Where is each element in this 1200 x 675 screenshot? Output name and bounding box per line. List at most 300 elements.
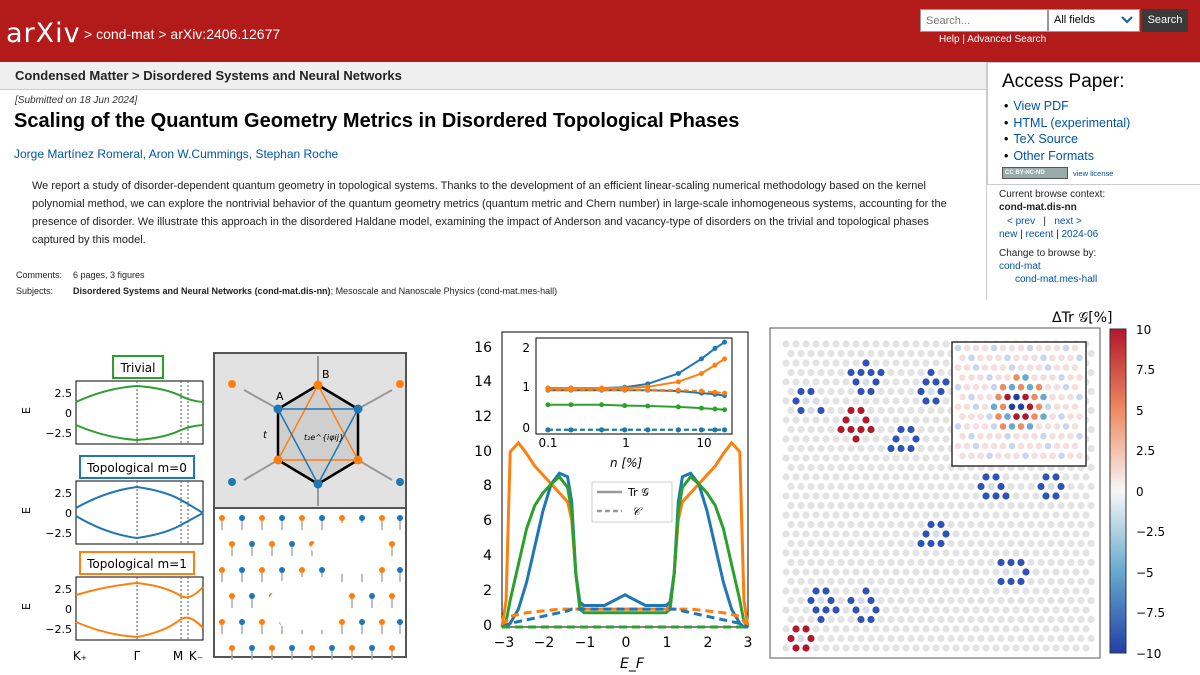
month-link[interactable]: 2024-06 (1061, 229, 1099, 240)
heatmap-cell (837, 597, 844, 604)
heatmap-cell (782, 549, 789, 556)
heatmap-cell (982, 549, 989, 556)
heatmap-cell (877, 350, 884, 357)
heatmap-cell (842, 530, 849, 537)
heatmap-cell (842, 568, 849, 575)
heatmap-cell (842, 644, 849, 651)
heatmap-cell (927, 502, 934, 509)
breadcrumb-category-link[interactable]: cond-mat (96, 26, 155, 42)
heatmap-inset-cell (1022, 394, 1029, 401)
heatmap-inset-cell (1063, 345, 1070, 352)
band-ytick: 0 (65, 507, 72, 520)
heatmap-inset-cell (955, 364, 962, 371)
search-input[interactable] (920, 9, 1048, 32)
heatmap-cell (902, 511, 909, 518)
heatmap-cell (787, 502, 794, 509)
heatmap-cell (847, 616, 854, 623)
heatmap-cell (932, 644, 939, 651)
heatmap-cell (1087, 369, 1094, 376)
heatmap-inset-cell (968, 433, 975, 440)
heatmap-cell (902, 587, 909, 594)
heatmap-inset-cell (1027, 404, 1034, 411)
search-field-select[interactable] (1048, 9, 1140, 32)
inset-point (699, 389, 704, 394)
heatmap-cell (872, 644, 879, 651)
heatmap-cell (942, 606, 949, 613)
heatmap-inset-cell (968, 413, 975, 420)
heatmap-cell (792, 435, 799, 442)
heatmap-cell (972, 492, 979, 499)
next-link[interactable]: next > (1054, 216, 1082, 227)
comments-label: Comments: (16, 270, 63, 280)
search-button[interactable]: Search (1142, 9, 1188, 32)
heatmap-cell (832, 435, 839, 442)
inset-xtick: 10 (696, 436, 712, 450)
heatmap-cell (807, 426, 814, 433)
heatmap-cell (1087, 616, 1094, 623)
heatmap-cell (1072, 587, 1079, 594)
heatmap-cell (787, 540, 794, 547)
heatmap-cell (962, 644, 969, 651)
heatmap-cell (937, 559, 944, 566)
heatmap-cell (862, 359, 869, 366)
lattice-site (319, 515, 325, 521)
heatmap-cell (1027, 521, 1034, 528)
heatmap-cell (877, 369, 884, 376)
heatmap-cell (782, 644, 789, 651)
heatmap-inset-cell (1076, 374, 1083, 381)
heatmap-cell (802, 587, 809, 594)
heatmap-inset-cell (1045, 345, 1052, 352)
heatmap-cell (1022, 606, 1029, 613)
heatmap-cell (1082, 511, 1089, 518)
heatmap-cell (907, 540, 914, 547)
author-link[interactable]: Jorge Martínez Romeral (14, 147, 143, 161)
heatmap-cell (907, 521, 914, 528)
lattice-site (239, 567, 245, 573)
heatmap-inset-cell (1076, 394, 1083, 401)
heatmap-inset-cell (1000, 443, 1007, 450)
heatmap-cell (867, 350, 874, 357)
heatmap-cell (822, 511, 829, 518)
heatmap-inset-cell (1031, 453, 1038, 460)
heatmap-cell (837, 445, 844, 452)
heatmap-cell (1067, 559, 1074, 566)
heatmap-cell (942, 587, 949, 594)
heatmap-inset-cell (1031, 433, 1038, 440)
band-ylabel: E (20, 407, 33, 414)
heatmap-cell (972, 530, 979, 537)
heatmap-cell (837, 635, 844, 642)
heatmap-cell (1037, 483, 1044, 490)
heatmap-cell (887, 426, 894, 433)
heatmap-cell (997, 616, 1004, 623)
heatmap-cell (1012, 625, 1019, 632)
colorbar-tick: 5 (1136, 404, 1144, 418)
heatmap-cell (1022, 511, 1029, 518)
heatmap-cell (952, 644, 959, 651)
heatmap-cell (1077, 521, 1084, 528)
heatmap-cell (922, 435, 929, 442)
browse-context-value: cond-mat.dis-nn (999, 202, 1077, 213)
heatmap-cell (857, 369, 864, 376)
heatmap-cell (1047, 635, 1054, 642)
heatmap-cell (787, 388, 794, 395)
heatmap-inset-cell (1076, 433, 1083, 440)
heatmap-cell (1052, 473, 1059, 480)
heatmap-cell (1017, 483, 1024, 490)
inset-point (722, 391, 727, 396)
heatmap-cell (997, 502, 1004, 509)
heatmap-inset-cell (977, 394, 984, 401)
heatmap-cell (892, 454, 899, 461)
browse-context-label: Current browse context: (999, 189, 1106, 200)
lattice-site (369, 593, 375, 599)
heatmap-cell (832, 511, 839, 518)
heatmap-cell (937, 502, 944, 509)
heatmap-cell (827, 635, 834, 642)
heatmap-cell (1087, 559, 1094, 566)
heatmap-cell (802, 454, 809, 461)
heatmap-cell (1062, 587, 1069, 594)
access-links (1004, 98, 1130, 164)
heatmap-cell (787, 407, 794, 414)
heatmap-cell (922, 587, 929, 594)
heatmap-inset-cell (1049, 374, 1056, 381)
inset-point (569, 427, 574, 432)
heatmap-cell (927, 426, 934, 433)
heatmap-cell (1017, 616, 1024, 623)
heatmap-cell (877, 407, 884, 414)
bullet-icon: • (1004, 148, 1009, 163)
heatmap-cell (882, 549, 889, 556)
heatmap-inset-cell (1054, 364, 1061, 371)
heatmap-cell (782, 397, 789, 404)
heatmap-cell (862, 473, 869, 480)
heatmap-cell (872, 473, 879, 480)
heatmap-inset-cell (1009, 364, 1016, 371)
heatmap-cell (807, 483, 814, 490)
view-license-link[interactable]: view license (1073, 168, 1114, 178)
heatmap-cell (1037, 578, 1044, 585)
heatmap-cell (947, 597, 954, 604)
heatmap-cell (962, 530, 969, 537)
breadcrumb (84, 26, 280, 42)
heatmap-cell (1002, 492, 1009, 499)
heatmap-inset-cell (1045, 404, 1052, 411)
html-link[interactable]: HTML (experimental) (1013, 115, 1131, 130)
heatmap-cell (807, 521, 814, 528)
heatmap-cell (987, 483, 994, 490)
inset-point (569, 387, 574, 392)
heatmap-cell (852, 416, 859, 423)
heatmap-inset-cell (1067, 394, 1074, 401)
heatmap-cell (787, 559, 794, 566)
heatmap-cell (867, 578, 874, 585)
heatmap-cell (987, 559, 994, 566)
heatmap-cell (897, 502, 904, 509)
search-field-value: All fields (1054, 14, 1095, 26)
heatmap-inset-cell (1063, 404, 1070, 411)
heatmap-cell (907, 578, 914, 585)
heatmap-cell (822, 492, 829, 499)
heatmap-cell (912, 625, 919, 632)
browse-alt-mes-hall[interactable]: cond-mat.mes-hall (1015, 274, 1098, 285)
heatmap-inset-cell (1076, 355, 1083, 362)
heatmap-cell (1082, 587, 1089, 594)
heatmap-cell (847, 578, 854, 585)
arxiv-logo[interactable]: arXiv (6, 18, 81, 49)
inset-point (676, 388, 681, 393)
heatmap-cell (1077, 597, 1084, 604)
heatmap-cell (802, 568, 809, 575)
colorbar-tick: −5 (1136, 566, 1154, 580)
colorbar-tick: −2.5 (1136, 525, 1166, 539)
inset-ytick: 0 (522, 421, 530, 435)
heatmap-cell (847, 597, 854, 604)
heatmap-cell (927, 635, 934, 642)
heatmap-cell (847, 540, 854, 547)
heatmap-cell (812, 549, 819, 556)
heatmap-cell (927, 540, 934, 547)
heatmap-cell (1042, 530, 1049, 537)
heatmap-cell (922, 378, 929, 385)
heatmap-cell (907, 559, 914, 566)
heatmap-inset-cell (973, 384, 980, 391)
inset-point (699, 356, 704, 361)
view-pdf-link[interactable]: View PDF (1013, 99, 1069, 113)
heatmap-cell (837, 350, 844, 357)
inset-ytick: 2 (522, 341, 530, 355)
heatmap-cell (1087, 635, 1094, 642)
lattice-site (229, 541, 235, 547)
heatmap-cell (1062, 625, 1069, 632)
heatmap-cell (1002, 568, 1009, 575)
heatmap-cell (842, 378, 849, 385)
heatmap-cell (1042, 511, 1049, 518)
heatmap-cell (787, 578, 794, 585)
heatmap-cell (882, 625, 889, 632)
heatmap-cell (1067, 483, 1074, 490)
heatmap-cell (862, 435, 869, 442)
heatmap-cell (1027, 616, 1034, 623)
heatmap-cell (802, 530, 809, 537)
recent-link[interactable]: recent (1025, 229, 1054, 240)
heatmap-inset-cell (968, 374, 975, 381)
heatmap-cell (832, 549, 839, 556)
inset-point (545, 402, 550, 407)
heatmap-inset-cell (1067, 413, 1074, 420)
heatmap-cell (987, 616, 994, 623)
legend-solid-label: Tr 𝒢 (628, 486, 649, 499)
heatmap-cell (842, 511, 849, 518)
heatmap-cell (872, 359, 879, 366)
heatmap-cell (957, 540, 964, 547)
band-xtick: K₋ (188, 649, 204, 663)
heatmap-inset-cell (1000, 364, 1007, 371)
heatmap-cell (892, 587, 899, 594)
heatmap-cell (1007, 521, 1014, 528)
heatmap-cell (972, 587, 979, 594)
heatmap-cell (927, 597, 934, 604)
heatmap-cell (867, 445, 874, 452)
heatmap-cell (862, 340, 869, 347)
lattice-site (299, 567, 305, 573)
heatmap-cell (1087, 445, 1094, 452)
heatmap-cell (1057, 521, 1064, 528)
heatmap-cell (922, 530, 929, 537)
heatmap-cell (1082, 492, 1089, 499)
heatmap-cell (917, 388, 924, 395)
heatmap-cell (912, 606, 919, 613)
heatmap-inset-cell (1063, 423, 1070, 430)
heatmap-cell (957, 578, 964, 585)
heatmap-inset-cell (1036, 345, 1043, 352)
heatmap-cell (947, 502, 954, 509)
heatmap-cell (887, 388, 894, 395)
heatmap-inset-cell (1063, 443, 1070, 450)
heatmap-cell (922, 473, 929, 480)
other-formats-link[interactable]: Other Formats (1013, 148, 1094, 163)
prev-link[interactable]: < prev (1007, 216, 1036, 227)
heatmap-inset-cell (991, 404, 998, 411)
advanced-search-link[interactable]: Advanced Search (967, 34, 1047, 45)
heatmap-cell (1047, 578, 1054, 585)
heatmap-cell (917, 407, 924, 414)
heatmap-cell (852, 511, 859, 518)
heatmap-cell (1012, 530, 1019, 537)
heatmap-cell (852, 606, 859, 613)
colorbar-tick: −10 (1136, 647, 1162, 661)
heatmap-cell (817, 578, 824, 585)
heatmap-cell (1027, 635, 1034, 642)
lattice-site (239, 619, 245, 625)
author-link[interactable]: Aron W.Cummings (148, 147, 249, 161)
heatmap-cell (957, 521, 964, 528)
help-link[interactable]: Help (939, 34, 960, 45)
heatmap-cell (1067, 578, 1074, 585)
heatmap-cell (1087, 407, 1094, 414)
heatmap-cell (1037, 502, 1044, 509)
colorbar-tick: −7.5 (1136, 606, 1166, 620)
heatmap-cell (842, 549, 849, 556)
heatmap-cell (942, 435, 949, 442)
subject-heading: Condensed Matter > Disordered Systems and Neural Networks (15, 68, 402, 83)
heatmap-cell (977, 597, 984, 604)
tex-source-link[interactable]: TeX Source (1013, 132, 1079, 146)
heatmap-cell (1047, 502, 1054, 509)
heatmap-cell (912, 416, 919, 423)
browse-alt-cond-mat[interactable]: cond-mat (999, 261, 1041, 272)
license-badge[interactable]: CC BY-NC-ND (1002, 167, 1068, 179)
heatmap-cell (922, 416, 929, 423)
heatmap-cell (847, 369, 854, 376)
heatmap-inset-cell (982, 384, 989, 391)
heatmap-cell (897, 597, 904, 604)
heatmap-cell (877, 502, 884, 509)
heatmap-cell (942, 454, 949, 461)
heatmap-cell (1087, 578, 1094, 585)
heatmap-cell (1087, 597, 1094, 604)
heatmap-cell (892, 549, 899, 556)
heatmap-cell (857, 502, 864, 509)
bullet-icon: • (1004, 99, 1009, 113)
colorbar-tick: 7.5 (1136, 363, 1156, 377)
heatmap-cell (1012, 587, 1019, 594)
heatmap-cell (852, 435, 859, 442)
subject-bar (0, 62, 986, 90)
paper-title: Scaling of the Quantum Geometry Metrics in Disordered Topological Phases (14, 110, 740, 132)
heatmap-cell (902, 530, 909, 537)
access-paper-title: Access Paper: (1002, 71, 1125, 92)
heatmap-inset-cell (1058, 413, 1065, 420)
heatmap-inset-cell (982, 443, 989, 450)
heatmap-cell (1067, 502, 1074, 509)
topo1-label: Topological m=1 (87, 557, 187, 571)
heatmap-inset-cell (1027, 423, 1034, 430)
heatmap-cell (867, 597, 874, 604)
heatmap-cell (887, 464, 894, 471)
heatmap-cell (1017, 540, 1024, 547)
new-link[interactable]: new (999, 229, 1018, 240)
lattice-site (397, 619, 403, 625)
heatmap-cell (932, 397, 939, 404)
heatmap-cell (957, 502, 964, 509)
heatmap-cell (877, 578, 884, 585)
heatmap-cell (962, 511, 969, 518)
heatmap-cell (857, 540, 864, 547)
heatmap-inset-cell (1013, 453, 1020, 460)
heatmap-cell (837, 369, 844, 376)
heatmap-cell (972, 511, 979, 518)
heatmap-cell (917, 521, 924, 528)
author-link[interactable]: Stephan Roche (255, 147, 339, 161)
heatmap-inset-cell (986, 433, 993, 440)
heatmap-cell (792, 359, 799, 366)
heatmap-cell (977, 483, 984, 490)
inset-point (599, 402, 604, 407)
heatmap-cell (1072, 568, 1079, 575)
heatmap-cell (1047, 483, 1054, 490)
inset-point (722, 427, 727, 432)
heatmap-cell (877, 483, 884, 490)
author-separator: , (248, 147, 253, 161)
lattice-site (299, 515, 305, 521)
heatmap-cell (812, 454, 819, 461)
heatmap-inset-cell (1004, 394, 1011, 401)
trg-xtick: 1 (662, 635, 672, 651)
heatmap-cell (862, 378, 869, 385)
heatmap-cell (917, 616, 924, 623)
heatmap-inset-cell (1027, 364, 1034, 371)
heatmap-cell (982, 644, 989, 651)
heatmap-cell (852, 587, 859, 594)
heatmap-cell (807, 407, 814, 414)
heatmap-cell (992, 606, 999, 613)
heatmap-inset-cell (991, 423, 998, 430)
heatmap-inset-cell (1040, 374, 1047, 381)
heatmap-cell (1087, 464, 1094, 471)
heatmap-cell (962, 492, 969, 499)
heatmap-cell (1057, 540, 1064, 547)
heatmap-cell (872, 397, 879, 404)
heatmap-cell (887, 578, 894, 585)
heatmap-cell (1022, 568, 1029, 575)
heatmap-cell (927, 445, 934, 452)
heatmap-cell (942, 378, 949, 385)
heatmap-inset-cell (991, 345, 998, 352)
heatmap-cell (797, 445, 804, 452)
